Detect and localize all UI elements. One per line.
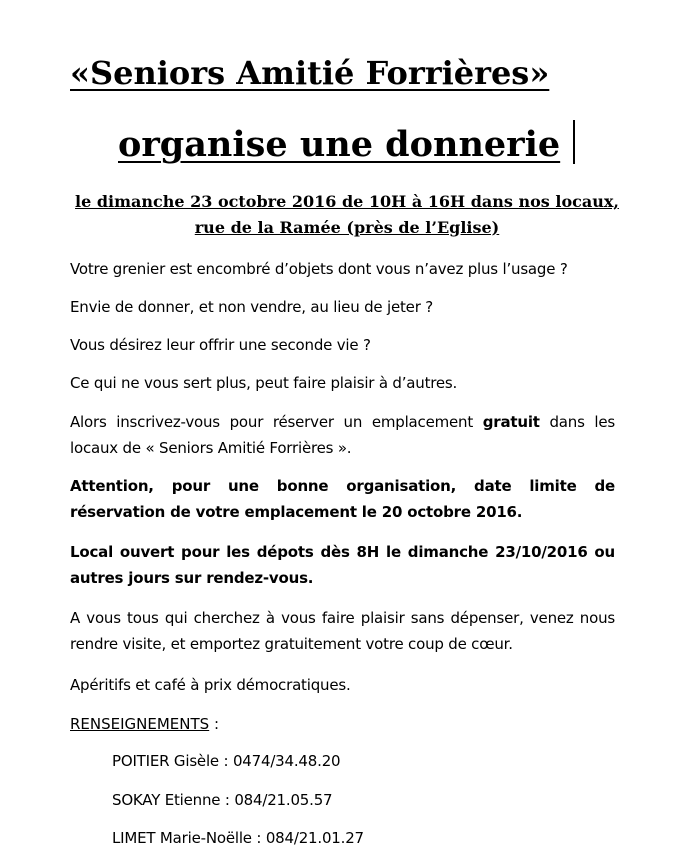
paragraph-register	[70, 409, 615, 461]
contact-limet: LIMET Marie-Noëlle : 084/21.01.27	[112, 829, 364, 847]
info-heading-colon: :	[209, 715, 220, 733]
paragraph-opening: Local ouvert pour les dépots dès 8H le dimanche 23/10/2016 ou autres jours sur rendez-vous.	[70, 543, 615, 587]
paragraph-aperitifs: Apéritifs et café à prix démocratiques.	[70, 676, 351, 694]
paragraph-pleasure: Ce qui ne vous sert plus, peut faire plaisir à d’autres.	[70, 374, 458, 392]
title-line-1: «Seniors Amitié Forrières»	[70, 54, 550, 92]
event-date-line-2: rue de la Ramée (près de l’Eglise)	[194, 218, 500, 237]
register-text-start: Alors inscrivez-vous pour réserver un emplacement	[70, 413, 483, 431]
text-cursor	[573, 120, 575, 164]
info-heading	[70, 711, 219, 737]
register-free-word: gratuit	[482, 413, 540, 431]
paragraph-give: Envie de donner, et non vendre, au lieu de jeter ?	[70, 298, 433, 316]
register-text-end: dans les locaux de « Seniors Amitié Forrières ».	[70, 413, 615, 457]
contact-sokay: SOKAY Etienne : 084/21.05.57	[112, 791, 333, 809]
contact-poitier: POITIER Gisèle : 0474/34.48.20	[112, 752, 341, 770]
title-line-2: organise une donnerie	[118, 124, 561, 165]
paragraph-invitation: A vous tous qui cherchez à vous faire plaisir sans dépenser, venez nous rendre visite, et emportez gratuitement votre coup de cœur.	[70, 609, 615, 653]
paragraph-attic: Votre grenier est encombré d’objets dont vous n’avez plus l’usage ?	[70, 260, 568, 278]
paragraph-deadline: Attention, pour une bonne organisation, date limite de réservation de votre emplacement le 20 octobre 2016.	[70, 477, 615, 521]
event-date-line-1: le dimanche 23 octobre 2016 de 10H à 16H dans nos locaux,	[75, 192, 619, 211]
info-heading-label: RENSEIGNEMENTS	[70, 715, 210, 733]
paragraph-second-life: Vous désirez leur offrir une seconde vie ?	[70, 336, 371, 354]
